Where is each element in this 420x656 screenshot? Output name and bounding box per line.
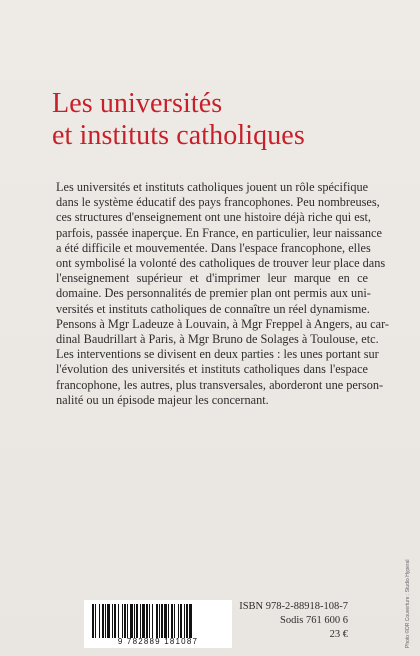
barcode-bar — [189, 604, 192, 638]
isbn-text: ISBN 978-2-88918-108-7 — [239, 601, 348, 612]
blurb-line: l'évolution des universités et instituts catholiques dans l'espace — [56, 362, 368, 377]
barcode-bar — [95, 604, 96, 638]
barcode-bar — [156, 604, 158, 638]
barcode-bar — [136, 604, 138, 638]
barcode-bar — [127, 604, 128, 638]
blurb-line: ont symbolisé la volonté des catholiques de trouver leur place dans — [56, 256, 386, 271]
blurb-line: dans le système éducatif des pays francophones. Peu nombreuses, — [56, 195, 380, 210]
blurb-line: dinal Baudrillart à Paris, à Mgr Bruno de Solages à Toulouse, etc. — [56, 332, 379, 347]
barcode-bar — [118, 604, 119, 638]
blurb-line: Pensons à Mgr Ladeuze à Louvain, à Mgr Freppel à Angers, au car- — [56, 316, 390, 331]
barcode-bar — [168, 604, 169, 638]
barcode-bar — [164, 604, 167, 638]
blurb-line: Les interventions se divisent en deux parties : les unes portant sur — [56, 347, 379, 362]
barcode-bar — [159, 604, 160, 638]
barcode-bar — [105, 604, 106, 638]
barcode-bar — [99, 604, 100, 638]
barcode-bar — [102, 604, 104, 638]
price-text: 23 € — [329, 629, 348, 640]
barcode-bar — [92, 604, 94, 638]
blurb-line: a été difficile et mouvementée. Dans l'espace francophone, elles — [56, 240, 371, 255]
blurb-line: Les universités et instituts catholiques jouent un rôle spécifique — [56, 180, 369, 194]
barcode-bars — [90, 604, 226, 638]
barcode-bar — [140, 604, 141, 638]
blurb-text — [56, 180, 390, 408]
book-metadata — [239, 600, 348, 642]
blurb-line: l'enseignement supérieur et d'imprimer leur marque en ce — [56, 271, 368, 286]
barcode-bar — [134, 604, 135, 638]
barcode-number: 9 782889 181087 — [117, 637, 199, 646]
barcode-bar — [152, 604, 153, 638]
barcode-bar — [184, 604, 185, 638]
barcode-bar — [122, 604, 123, 638]
barcode-bar — [161, 604, 163, 638]
blurb-line: versités et instituts catholiques de connaître un réel dynamisme. — [56, 301, 370, 316]
sodis-text: Sodis 761 600 6 — [280, 615, 348, 626]
barcode-bar — [142, 604, 145, 638]
blurb-line: francophone, les autres, plus transversales, aborderont une person- — [56, 377, 384, 392]
book-title — [52, 88, 392, 152]
blurb-line: nalité ou un épisode majeur les concernant. — [56, 392, 269, 407]
barcode-bar — [171, 604, 173, 638]
barcode — [84, 600, 232, 648]
title-line-2: et instituts catholiques — [52, 120, 305, 151]
barcode-bar — [130, 604, 133, 638]
barcode-bar — [178, 604, 179, 638]
title-line-1: Les universités — [52, 88, 223, 119]
barcode-bar — [186, 604, 188, 638]
barcode-bar — [174, 604, 175, 638]
barcode-bar — [107, 604, 110, 638]
barcode-bar — [146, 604, 148, 638]
barcode-bar — [114, 604, 116, 638]
photo-credit: Photo ©DR Couverture : Studio Hyperal — [405, 559, 411, 648]
barcode-bar — [180, 604, 182, 638]
barcode-bar — [124, 604, 126, 638]
barcode-bar — [149, 604, 150, 638]
barcode-bar — [112, 604, 113, 638]
blurb-line: ces structures d'enseignement ont une histoire déjà riche qui est, — [56, 210, 372, 225]
blurb-line: parfois, passée inaperçue. En France, en particulier, leur naissance — [56, 225, 382, 240]
blurb-line: domaine. Des personnalités de premier plan ont permis aux uni- — [56, 286, 371, 301]
